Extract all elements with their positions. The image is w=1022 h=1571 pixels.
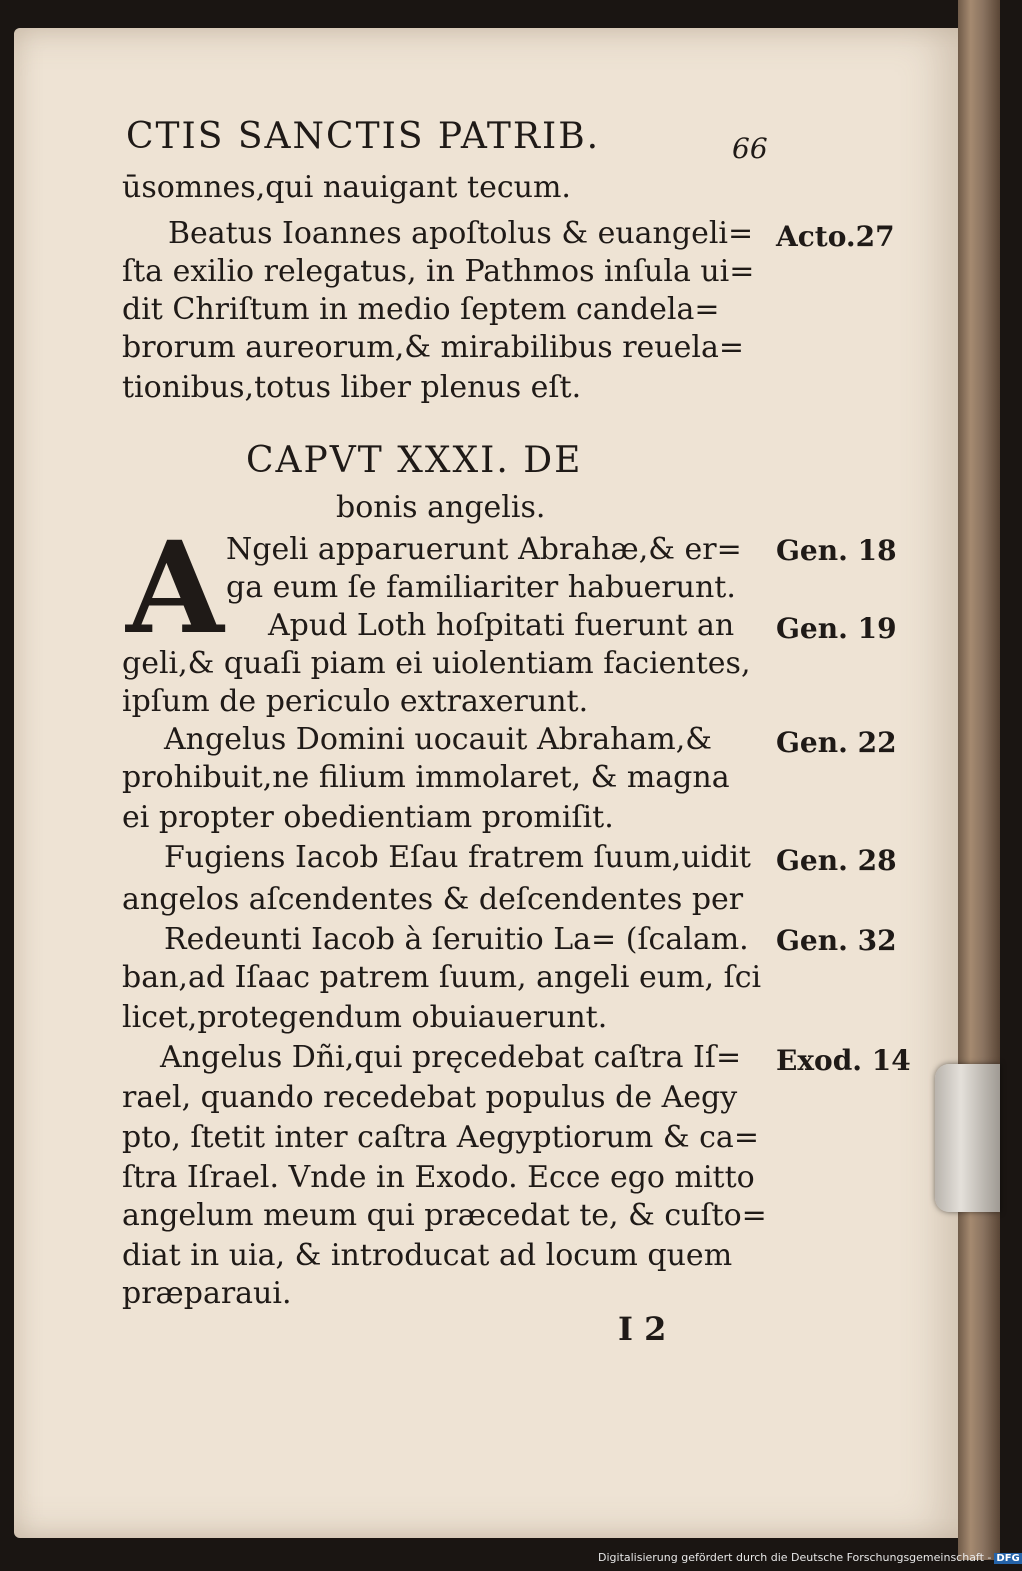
- text-line: Beatus Ioannes apoſtolus & euangeli=: [168, 216, 754, 251]
- footer-credit: Digitalisierung gefördert durch die Deutsche Forschungsgemeinschaft -: [598, 1551, 992, 1564]
- text-line: pto, ſtetit inter caſtra Aegyptiorum & ca=: [122, 1120, 759, 1155]
- text-line: diat in uia, & introducat ad locum quem: [122, 1238, 733, 1273]
- page-block-edge: [958, 0, 1000, 1560]
- text-line: Angelus Dñi,qui pręcedebat caſtra Iſ=: [160, 1040, 742, 1075]
- margin-note: Gen. 32: [776, 924, 897, 957]
- running-head: CTIS SANCTIS PATRIB.: [126, 116, 601, 157]
- text-line: rael, quando recedebat populus de Aegy: [122, 1080, 738, 1115]
- text-line: ūsomnes,qui nauigant tecum.: [122, 170, 571, 205]
- margin-note: Gen. 28: [776, 844, 897, 877]
- text-line: Apud Loth hoſpitati fuerunt an: [268, 608, 735, 643]
- margin-note: Gen. 19: [776, 612, 897, 645]
- text-line: angelum meum qui præcedat te, & cuſto=: [122, 1198, 767, 1233]
- text-line: ei propter obedientiam promiſit.: [122, 800, 614, 835]
- text-line: ipſum de periculo extraxerunt.: [122, 684, 589, 719]
- margin-note: Exod. 14: [776, 1044, 911, 1077]
- chapter-subtitle: bonis angelis.: [336, 490, 546, 525]
- drop-cap: A: [126, 514, 224, 662]
- digitization-footer: [598, 1551, 1022, 1564]
- margin-note: Gen. 18: [776, 534, 897, 567]
- text-line: ſtra Iſrael. Vnde in Exodo. Ecce ego mitto: [122, 1160, 755, 1195]
- text-line: tionibus,totus liber plenus eſt.: [122, 370, 582, 405]
- dfg-logo: DFG: [996, 1553, 1020, 1564]
- text-line: Ngeli apparuerunt Abrahæ,& er=: [226, 532, 742, 567]
- text-line: angelos aſcendentes & deſcendentes per: [122, 882, 744, 917]
- text-line: Fugiens Iacob Eſau fratrem ſuum,uidit: [164, 840, 751, 875]
- page-number: 66: [732, 132, 768, 165]
- text-line: prohibuit,ne filium immolaret, & magna: [122, 760, 730, 795]
- chapter-title: CAPVT XXXI. DE: [246, 440, 583, 481]
- margin-note: Gen. 22: [776, 726, 897, 759]
- signature-mark: I 2: [618, 1310, 667, 1348]
- text-line: ban,ad Iſaac patrem ſuum, angeli eum, ſci: [122, 960, 762, 995]
- book-page: [14, 28, 972, 1538]
- text-line: geli,& quaſi piam ei uiolentiam facientes,: [122, 646, 751, 681]
- text-line: dit Chriſtum in medio ſeptem candela=: [122, 292, 720, 327]
- text-line: ſta exilio relegatus, in Pathmos inſula ui=: [122, 254, 755, 289]
- text-line: Redeunti Iacob à ſeruitio La= (ſcalam.: [164, 922, 749, 957]
- text-line: præparaui.: [122, 1276, 292, 1311]
- text-line: Angelus Domini uocauit Abraham,&: [164, 722, 712, 757]
- text-line: ga eum ſe familiariter habuerunt.: [226, 570, 736, 605]
- margin-note: Acto.27: [776, 220, 895, 253]
- text-line: brorum aureorum,& mirabilibus reuela=: [122, 330, 745, 365]
- text-line: licet,protegendum obuiauerunt.: [122, 1000, 608, 1035]
- page-clip: [935, 1064, 1000, 1212]
